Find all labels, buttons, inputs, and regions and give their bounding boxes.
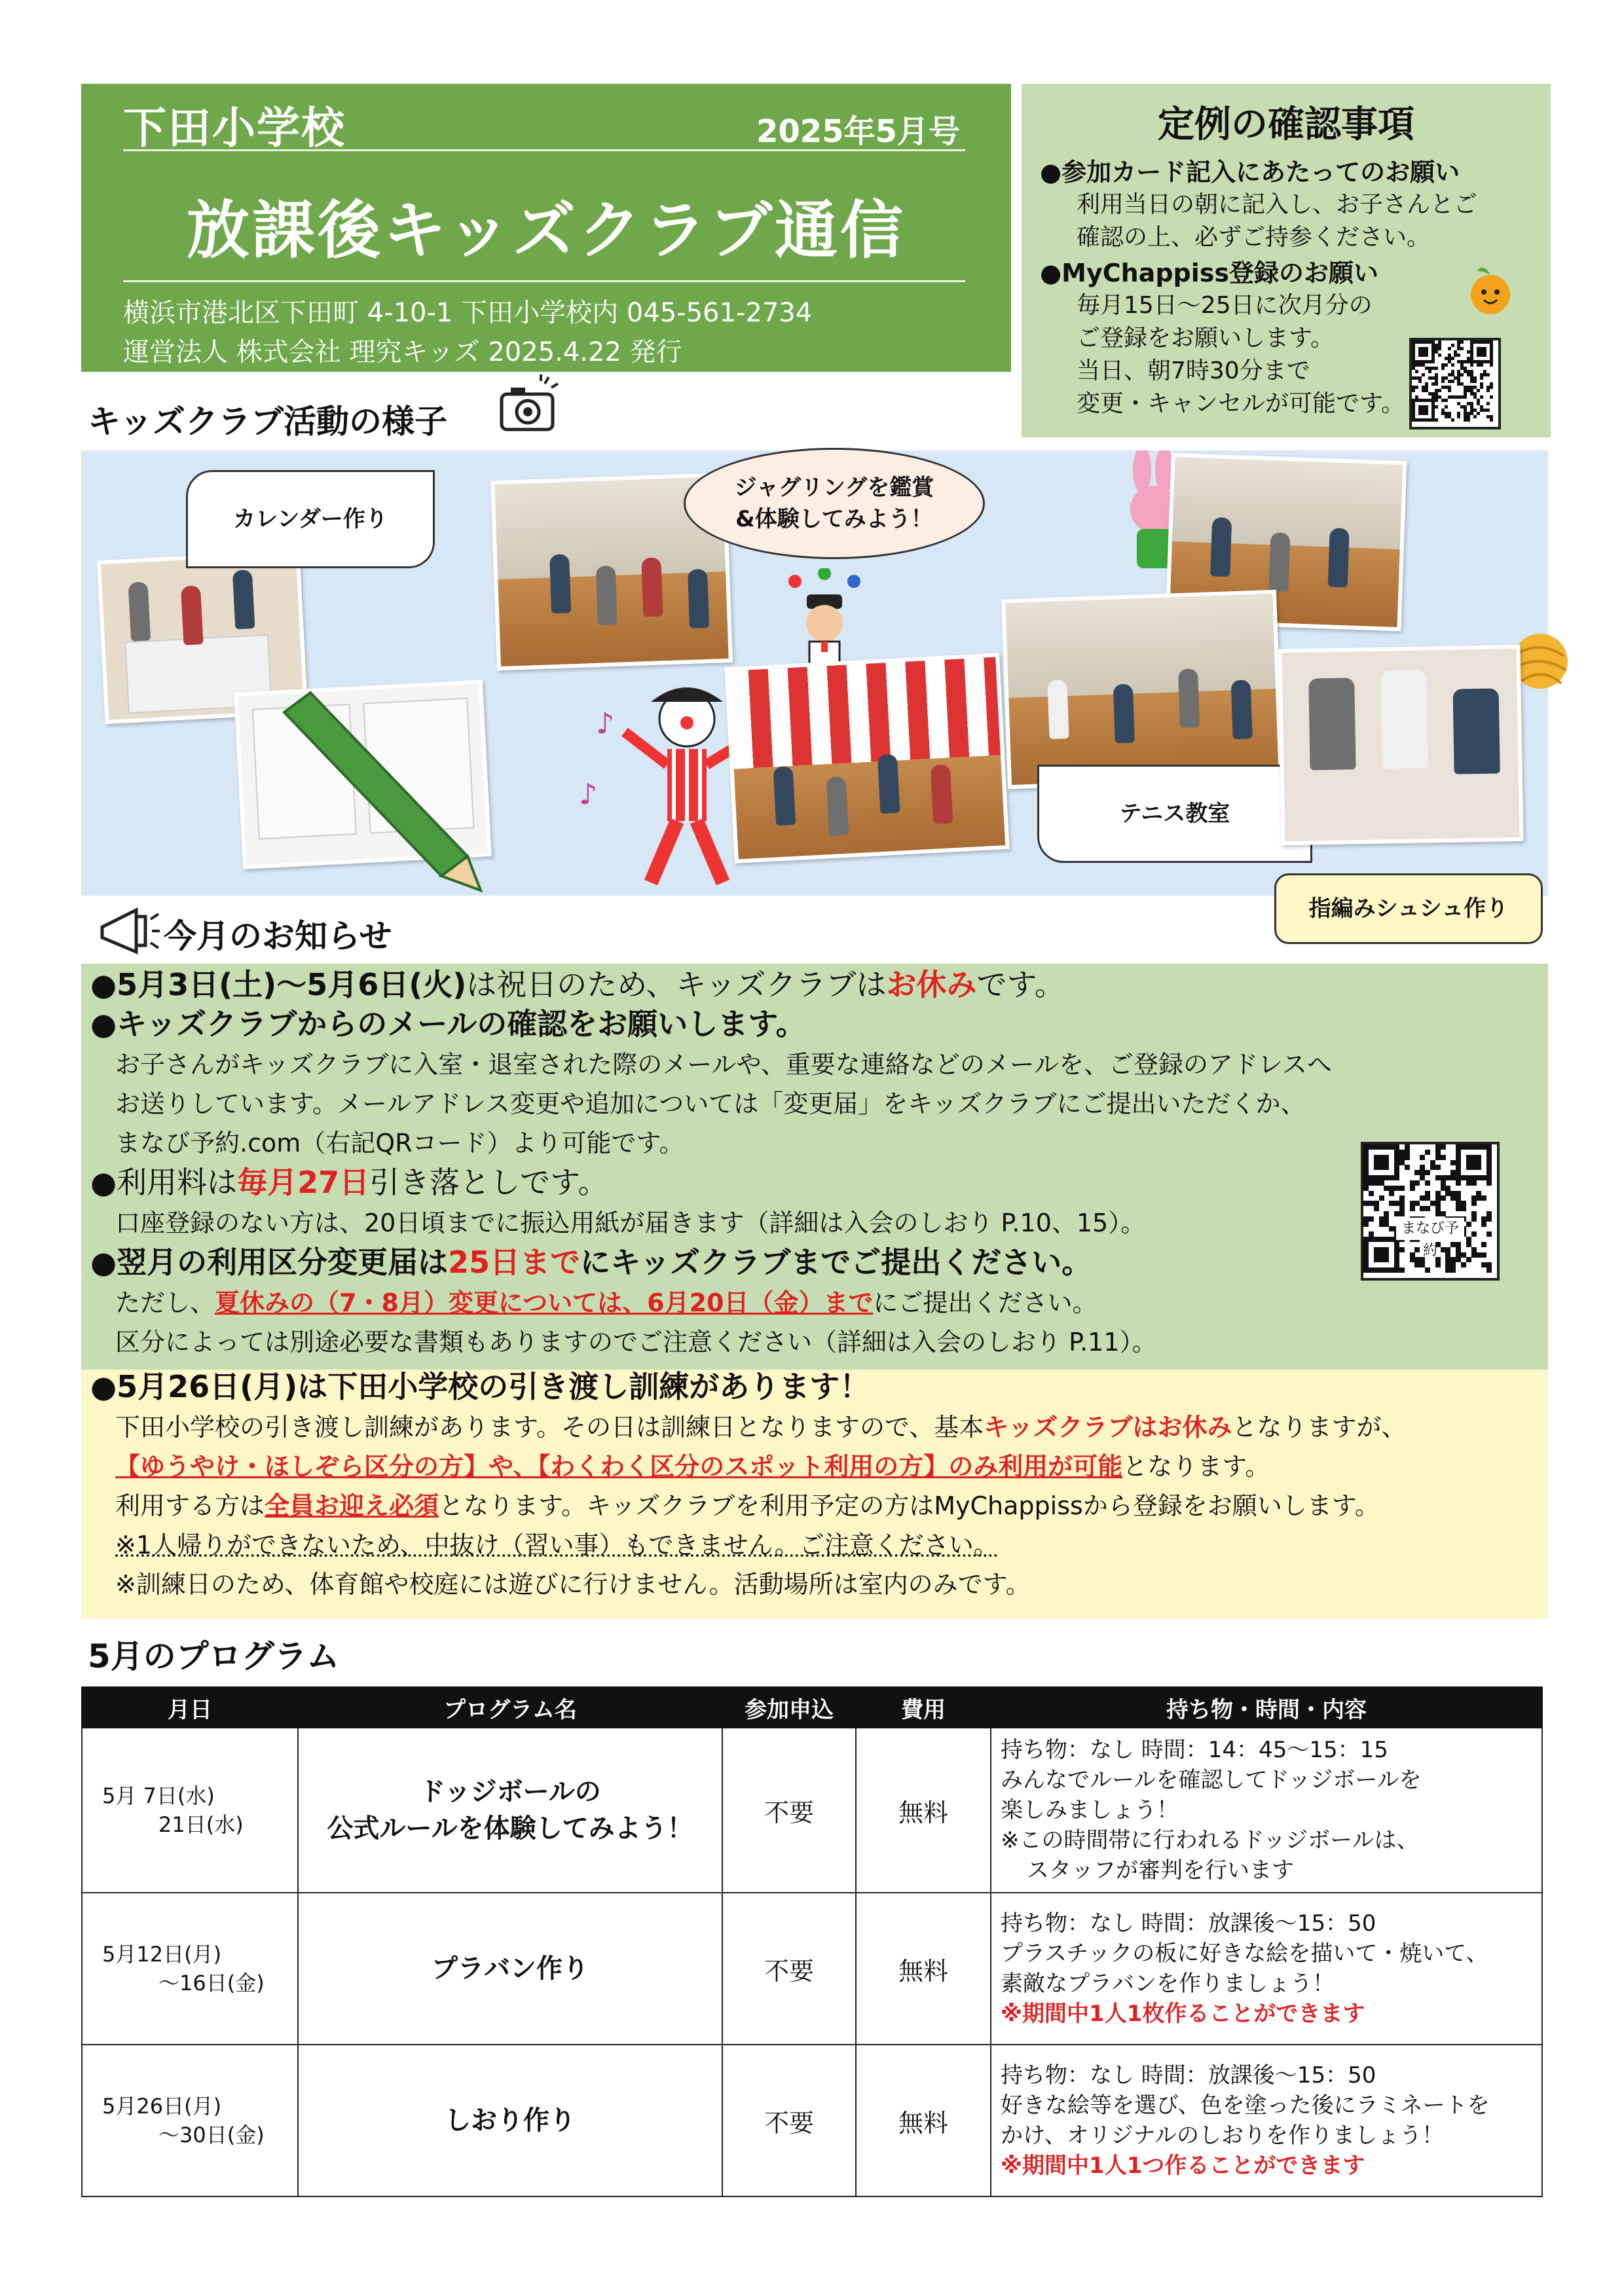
publisher: 運営法人 株式会社 理究キッズ 2025.4.22 発行 [123, 337, 682, 367]
music-note-icon: ♪ [596, 707, 615, 740]
newsletter-title: 放課後キッズクラブ通信 [186, 194, 906, 267]
fee-date: 毎月27日 [237, 1165, 370, 1200]
reminder-text: 確認の上、必ずご持参ください。 [1077, 224, 1431, 251]
detail-line: スタッフが審判を行います [1027, 1857, 1294, 1884]
reminder-text: 利用当日の朝に記入し、お子さんとご [1077, 191, 1478, 218]
notice-holiday [90, 965, 1065, 1004]
drill-closed: キッズクラブはお休み [984, 1413, 1232, 1442]
drill-text: となります。キッズクラブを利用予定の方はMyChappissから登録をお願いします。 [439, 1491, 1380, 1520]
program-name-line: しおり作り [445, 2105, 576, 2136]
drill-text: となります。 [1122, 1452, 1270, 1481]
notice-change-detail: 区分によっては別途必要な書類もありますのでご注意ください（詳細は入会のしおり P.11）。 [115, 1328, 1157, 1357]
reminder-text: ご登録をお願いします。 [1077, 325, 1335, 352]
orange-mascot-icon [1459, 259, 1522, 322]
activity-photo [724, 653, 1009, 864]
label-tennis-class: テニス教室 [1037, 765, 1312, 863]
program-name-line: ドッジボールの [419, 1777, 601, 1807]
label-calendar-making: カレンダー作り [186, 470, 435, 568]
table-header-row [82, 1687, 1542, 1728]
drill-eligible: 【ゆうやけ・ほしぞら区分の方】や、【わくわく区分のスポット利用の方】のみ利用が可能 [115, 1452, 1123, 1481]
table-row [82, 2045, 1542, 2196]
fee-text: ●利用料は [90, 1165, 238, 1200]
activity-photo-collage [81, 450, 1548, 896]
label-juggling-line1: ジャグリングを鑑賞 [734, 475, 934, 501]
program-heading: 5月のプログラム [88, 1637, 340, 1675]
program-detail [991, 2045, 1542, 2196]
program-name [298, 2045, 722, 2196]
change-deadline: 25日まで [448, 1245, 581, 1280]
change-text: にキッズクラブまでご提出ください。 [580, 1245, 1092, 1280]
program-detail [991, 1728, 1542, 1893]
mychappiss-qr-code[interactable] [1409, 338, 1501, 429]
reminders-title: 定例の確認事項 [1158, 103, 1414, 146]
reminder-card [1040, 156, 1477, 254]
date-end: 21日(水) [158, 1812, 244, 1837]
notice-fee [90, 1163, 608, 1202]
notice-drill-line: ※1人帰りができないため、中抜け（習い事）もできません。ご注意ください。 [115, 1531, 999, 1559]
holiday-closed: お休み [886, 967, 977, 1002]
detail-line: 楽しみましょう！ [1001, 1797, 1179, 1823]
program-date [82, 2045, 298, 2196]
notice-drill-line [115, 1486, 1380, 1525]
holiday-text: です。 [976, 967, 1065, 1002]
notice-change [90, 1243, 1092, 1282]
header-divider [123, 149, 965, 151]
detail-line: かけ、オリジナルのしおりを作りましょう！ [1001, 2123, 1444, 2149]
reminder-text: 変更・キャンセルが可能です。 [1077, 390, 1405, 417]
change-summer-text: にご提出ください。 [873, 1288, 1098, 1317]
date-start: 5月12日(月) [102, 1942, 222, 1967]
activity-photo [1278, 645, 1523, 845]
table-row [82, 1728, 1542, 1893]
reminder-text: 当日、朝7時30分まで [1077, 357, 1310, 384]
program-name [298, 1728, 722, 1893]
label-finger-knit-scrunchie: 指編みシュシュ作り [1274, 873, 1543, 944]
notice-drill-line [115, 1408, 1406, 1447]
detail-line: 好きな絵等を選び、色を塗った後にラミネートを [1001, 2092, 1490, 2119]
qr-caption: まなび予約 [1396, 1218, 1464, 1240]
pencil-icon [271, 686, 487, 896]
detail-line: 持ち物：なし 時間：放課後～15：50 [1001, 1910, 1376, 1937]
detail-line: 持ち物：なし 時間：14：45～15：15 [1001, 1737, 1388, 1763]
change-text: ●翌月の利用区分変更届は [90, 1245, 449, 1280]
reminder-heading: ●MyChappiss登録のお願い [1040, 259, 1378, 287]
notice-email-line: お送りしています。メールアドレス変更や追加については「変更届」をキッズクラブにご提出いただくか、 [115, 1089, 1306, 1118]
notice-drill-line [115, 1447, 1270, 1486]
drill-text: 利用する方は [115, 1491, 265, 1520]
notice-email-line: お子さんがキッズクラブに入室・退室された際のメールや、重要な連絡などのメールを、ご登録のアドレスへ [115, 1050, 1332, 1079]
reminder-text: 毎月15日～25日に次月分の [1077, 292, 1373, 319]
column-header: 持ち物・時間・内容 [991, 1687, 1542, 1728]
program-apply: 不要 [722, 2045, 856, 2196]
notice-change-summer [115, 1283, 1097, 1322]
notice-email-line: まなび予約.com（右記QRコード）より可能です。 [115, 1129, 684, 1157]
reminder-mychappiss [1040, 257, 1405, 420]
header-divider [123, 280, 965, 282]
notices-heading: 今月のお知らせ [164, 917, 392, 955]
camera-icon [495, 372, 561, 437]
column-header: 月日 [82, 1687, 298, 1728]
program-date [82, 1728, 298, 1893]
detail-line: 持ち物：なし 時間：放課後～15：50 [1001, 2062, 1376, 2088]
drill-pickup-required: 全員お迎え必須 [265, 1491, 439, 1520]
program-apply: 不要 [722, 1728, 856, 1893]
address: 横浜市港北区下田町 4-10-1 下田小学校内 045-561-2734 [123, 298, 813, 328]
drill-text: 下田小学校の引き渡し訓練があります。その日は訓練日となりますので、基本 [115, 1413, 984, 1442]
column-header: 参加申込 [722, 1687, 856, 1728]
header-banner [81, 84, 1011, 372]
notice-drill-line: ※訓練日のため、体育館や校庭には遊びに行けません。活動場所は室内のみです。 [115, 1570, 1031, 1599]
program-name-line: プラバン作り [432, 1954, 589, 1984]
program-fee: 無料 [856, 1728, 991, 1893]
date-start: 5月 7日(水) [102, 1783, 215, 1808]
table-row [82, 1893, 1542, 2045]
program-table [81, 1686, 1543, 2197]
column-header: 費用 [856, 1687, 991, 1728]
date-end: ～16日(金) [158, 1971, 265, 1995]
column-header: プログラム名 [298, 1687, 722, 1728]
label-juggling [684, 448, 985, 559]
music-note-icon: ♪ [579, 778, 598, 811]
program-name [298, 1893, 722, 2045]
detail-note: ※期間中1人1つ作ることができます [1001, 2153, 1365, 2179]
program-fee: 無料 [856, 2045, 991, 2196]
notice-drill-title: ●5月26日(月)は下田小学校の引き渡し訓練があります！ [90, 1369, 870, 1404]
change-summer-deadline: 夏休みの（7・8月）変更については、6月20日（金）まで [215, 1288, 874, 1317]
program-date [82, 1893, 298, 2045]
detail-line: プラスチックの板に好きな絵を描いて・焼いて、 [1001, 1941, 1488, 1967]
reminder-heading: ●参加カード記入にあたってのお願い [1040, 158, 1460, 187]
notice-fee-detail: 口座登録のない方は、20日頃までに振込用紙が届きます（詳細は入会のしおり P.10、15）。 [115, 1209, 1146, 1237]
date-end: ～30日(金) [158, 2123, 265, 2147]
holiday-dates: ●5月3日(土)～5月6日(火) [90, 967, 467, 1002]
megaphone-icon [96, 903, 161, 960]
label-juggling-line2: &体験してみよう！ [735, 506, 933, 532]
program-apply: 不要 [722, 1893, 856, 2045]
change-summer-text: ただし、 [115, 1288, 215, 1317]
date-start: 5月26日(月) [102, 2094, 222, 2119]
activity-photo [1001, 590, 1283, 789]
detail-line: 素敵なプラバンを作りましょう！ [1001, 1971, 1335, 1997]
detail-line: みんなでルールを確認してドッジボールを [1001, 1767, 1422, 1793]
program-detail [991, 1893, 1542, 2045]
drill-text: となりますが、 [1232, 1413, 1407, 1442]
program-name-line: 公式ルールを体験してみよう！ [327, 1813, 693, 1844]
holiday-text: は祝日のため、キッズクラブは [466, 967, 887, 1002]
school-name: 下田小学校 [123, 103, 346, 153]
issue-date: 2025年5月号 [756, 113, 960, 150]
fee-text: 引き落としです。 [369, 1165, 608, 1200]
detail-line: ※この時間帯に行われるドッジボールは、 [1001, 1827, 1419, 1853]
detail-note: ※期間中1人1枚作ることができます [1001, 2001, 1365, 2027]
program-fee: 無料 [856, 1893, 991, 2045]
notice-email-title: ●キッズクラブからのメールの確認をお願いします。 [90, 1006, 806, 1042]
activities-heading: キッズクラブ活動の様子 [88, 403, 447, 441]
